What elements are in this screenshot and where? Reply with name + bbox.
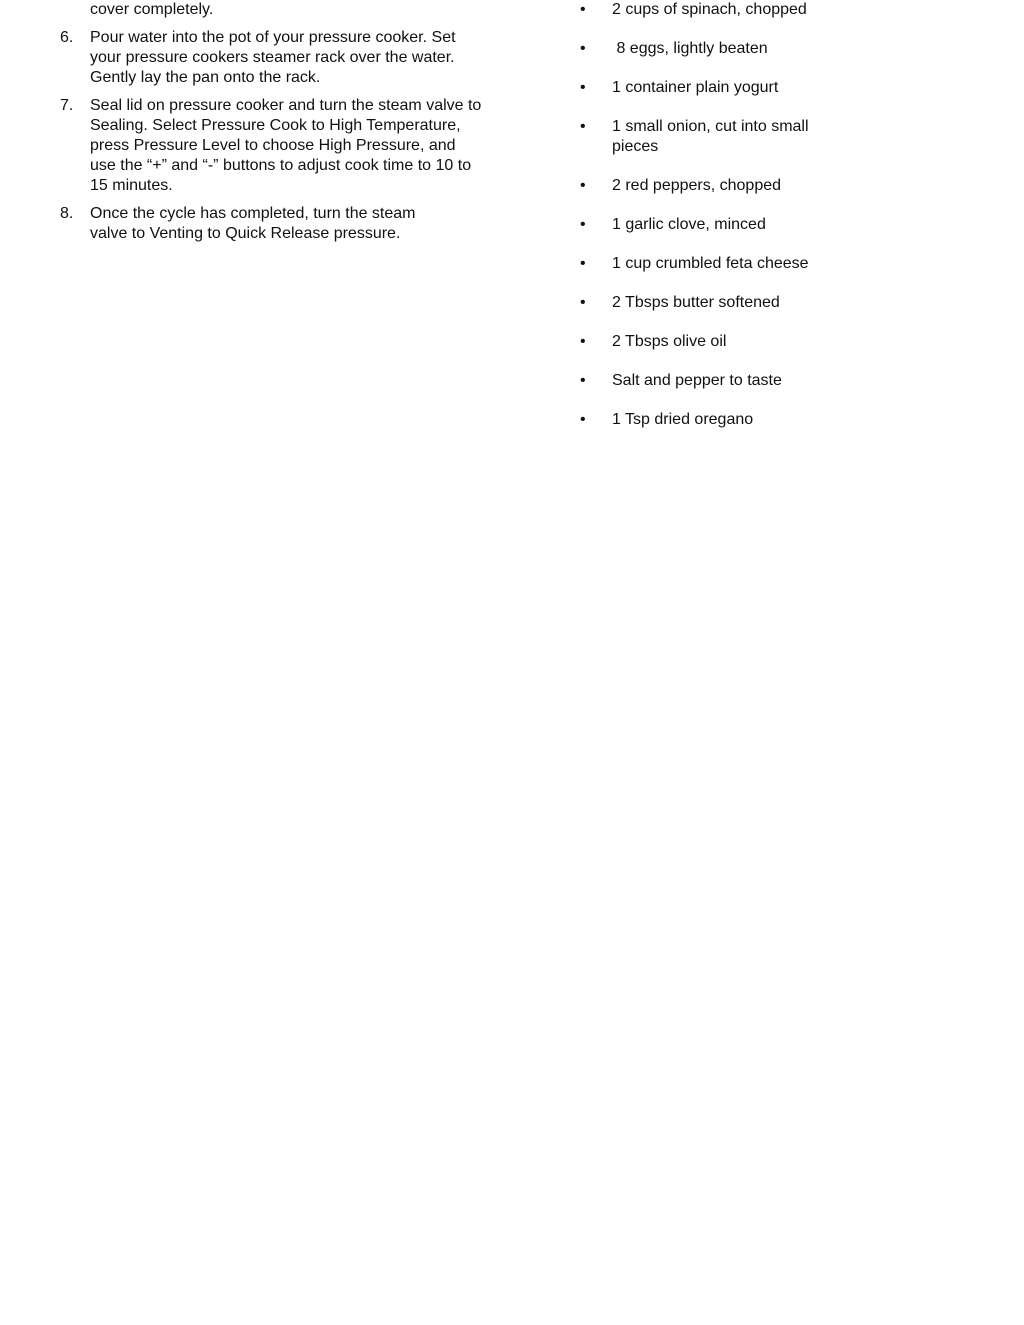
ingredient-item [580, 371, 1000, 391]
bullet: • [580, 118, 586, 135]
bullet: • [580, 1, 586, 18]
bullet: • [580, 177, 586, 194]
step-number: 7. [60, 97, 74, 114]
ingredient-item [580, 254, 1000, 274]
ingredient-text: 1 garlic clove, minced [612, 216, 766, 233]
ingredient-text: 2 red peppers, chopped [612, 177, 782, 194]
instruction-continued [60, 0, 510, 20]
instruction-step-7 [60, 96, 510, 196]
instruction-step-6 [60, 28, 510, 88]
ingredient-text: Salt and pepper to taste [612, 372, 782, 389]
ingredient-text: 2 Tbsps butter softened [612, 294, 780, 311]
ingredient-item [580, 117, 1000, 157]
ingredient-text: 8 eggs, lightly beaten [612, 40, 768, 57]
ingredient-item [580, 410, 1000, 430]
bullet: • [580, 40, 586, 57]
ingredient-text: 2 Tbsps olive oil [612, 333, 727, 350]
ingredient-item [580, 176, 1000, 196]
step-text: Pour water into the pot of your pressure cooker. Set your pressure cookers steamer rack over the water. Gently lay the pan onto the rack. [90, 29, 456, 86]
ingredient-item [580, 39, 1000, 59]
bullet: • [580, 372, 586, 389]
instruction-continued-text: cover completely. [90, 1, 214, 18]
ingredient-item [580, 293, 1000, 313]
bullet: • [580, 216, 586, 233]
ingredient-item [580, 0, 1000, 20]
ingredient-text: 1 small onion, cut into small pieces [612, 118, 809, 155]
bullet: • [580, 294, 586, 311]
bullet: • [580, 255, 586, 272]
step-number: 8. [60, 205, 74, 222]
ingredient-item [580, 332, 1000, 352]
bullet: • [580, 333, 586, 350]
step-number: 6. [60, 29, 74, 46]
ingredient-text: 2 cups of spinach, chopped [612, 1, 807, 18]
bullet: • [580, 79, 586, 96]
ingredient-item [580, 215, 1000, 235]
ingredient-text: 1 cup crumbled feta cheese [612, 255, 809, 272]
ingredient-item [580, 78, 1000, 98]
step-text: Once the cycle has completed, turn the steam valve to Venting to Quick Release pressure. [90, 205, 416, 242]
step-text: Seal lid on pressure cooker and turn the steam valve to Sealing. Select Pressure Cook to High Temperature, press Pressure Level to choose High Pressure, and use the “+” and “-” buttons to adjust cook time to 10 to 15 minutes. [90, 97, 482, 194]
instruction-step-8 [60, 204, 510, 244]
bullet: • [580, 411, 586, 428]
ingredient-text: 1 Tsp dried oregano [612, 411, 754, 428]
ingredient-text: 1 container plain yogurt [612, 79, 779, 96]
